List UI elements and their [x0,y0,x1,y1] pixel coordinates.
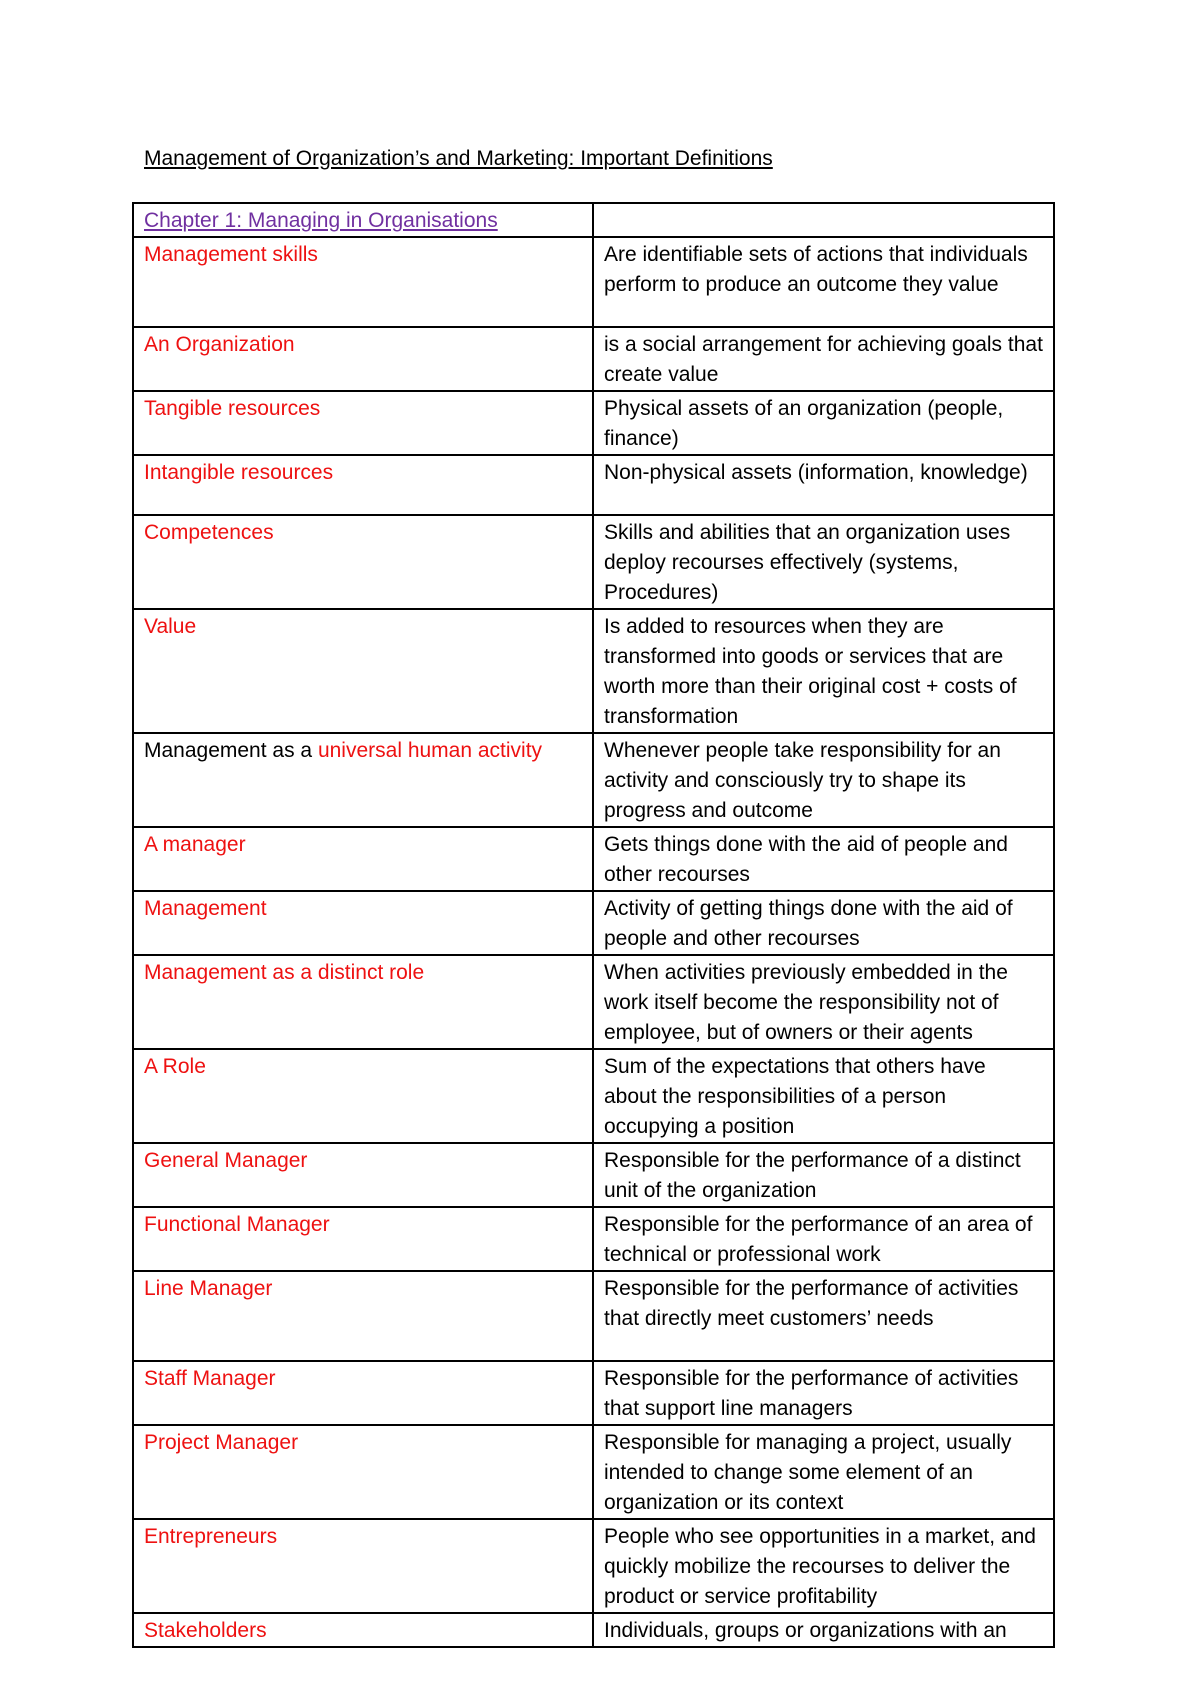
term-prefix: Management as a [144,739,318,762]
chapter-heading-cell [133,203,593,237]
term: Management as a distinct role [144,961,425,984]
table-row [133,237,1054,327]
term: An Organization [144,333,295,356]
definition-cell [593,1519,1054,1613]
term: Stakeholders [144,1619,267,1642]
term-cell [133,327,593,391]
definition-cell [593,391,1054,455]
term: Functional Manager [144,1213,330,1236]
term-cell [133,827,593,891]
term: Entrepreneurs [144,1525,278,1548]
table-row [133,1361,1054,1425]
definition-cell [593,1207,1054,1271]
table-row [133,827,1054,891]
term: Competences [144,521,274,544]
term-cell [133,515,593,609]
definition-cell [593,327,1054,391]
definition-cell [593,609,1054,733]
table-row [133,515,1054,609]
term: Value [144,615,197,638]
term: Staff Manager [144,1367,276,1390]
term: Line Manager [144,1277,273,1300]
definition: Skills and abilities that an organization uses deploy recourses effectively (systems, Procedures) [604,521,1011,604]
term: universal human activity [317,739,543,762]
page-title: Management of Organization’s and Marketing: Important Definitions [144,147,773,170]
definition: Activity of getting things done with the aid of people and other recourses [604,897,1013,950]
table-row [133,327,1054,391]
definition-cell [593,827,1054,891]
term-cell [133,391,593,455]
definition-cell [593,733,1054,827]
table-row [133,455,1054,515]
definition-cell [593,1271,1054,1361]
definition: Responsible for managing a project, usually intended to change some element of an organization or its context [604,1431,1012,1514]
definition-cell [593,891,1054,955]
definition-cell [593,955,1054,1049]
definition: Individuals, groups or organizations with an [604,1619,1007,1642]
definition-cell [593,1049,1054,1143]
table-row [133,1519,1054,1613]
definition: Sum of the expectations that others have about the responsibilities of a person occupying a position [604,1055,986,1138]
term: A manager [144,833,246,856]
term-cell [133,609,593,733]
table-row [133,203,1054,237]
table-row [133,1207,1054,1271]
table-row [133,1613,1054,1647]
term-cell [133,455,593,515]
definition: Responsible for the performance of a distinct unit of the organization [604,1149,1021,1202]
table-row [133,1425,1054,1519]
term-cell [133,733,593,827]
chapter-heading: Chapter 1: Managing in Organisations [144,209,498,232]
table-row [133,1049,1054,1143]
term-cell [133,1143,593,1207]
definition: Non-physical assets (information, knowledge) [604,461,1028,484]
definition: is a social arrangement for achieving goals that create value [604,333,1043,386]
term-cell [133,1425,593,1519]
definition-cell [593,1613,1054,1647]
definition-cell [593,515,1054,609]
definitions-table [132,202,1055,1648]
table-row [133,1271,1054,1361]
term: Management skills [144,243,318,266]
definition: When activities previously embedded in the work itself become the responsibility not of employee, but of owners or their agents [604,961,1008,1044]
term-cell [133,237,593,327]
definition: Are identifiable sets of actions that individuals perform to produce an outcome they value [604,243,1028,296]
definition-cell [593,203,1054,237]
term: Management [144,897,267,920]
term: Project Manager [144,1431,299,1454]
definition: Responsible for the performance of activities that support line managers [604,1367,1019,1420]
table-row [133,891,1054,955]
definition: Physical assets of an organization (people, finance) [604,397,1004,450]
table-row [133,391,1054,455]
term-cell [133,1049,593,1143]
table-row [133,733,1054,827]
term: Intangible resources [144,461,334,484]
term-cell [133,1519,593,1613]
term: Tangible resources [144,397,321,420]
term-cell [133,891,593,955]
term-cell [133,1207,593,1271]
term-cell [133,1613,593,1647]
definition: Gets things done with the aid of people and other recourses [604,833,1008,886]
term: General Manager [144,1149,308,1172]
definition-cell [593,1425,1054,1519]
term-cell [133,955,593,1049]
table-row [133,955,1054,1049]
term: A Role [144,1055,206,1078]
definition: Responsible for the performance of activities that directly meet customers’ needs [604,1277,1019,1330]
definition-cell [593,1361,1054,1425]
definition-cell [593,1143,1054,1207]
definition-cell [593,455,1054,515]
definition: Whenever people take responsibility for an activity and consciously try to shape its progress and outcome [604,739,1001,822]
table-row [133,1143,1054,1207]
definition-cell [593,237,1054,327]
definition: Responsible for the performance of an area of technical or professional work [604,1213,1033,1266]
term-cell [133,1361,593,1425]
definition: Is added to resources when they are transformed into goods or services that are worth more than their original cost + costs of transformation [604,615,1017,728]
term-cell [133,1271,593,1361]
table-row [133,609,1054,733]
definition: People who see opportunities in a market, and quickly mobilize the recourses to deliver the product or service profitability [604,1525,1036,1608]
